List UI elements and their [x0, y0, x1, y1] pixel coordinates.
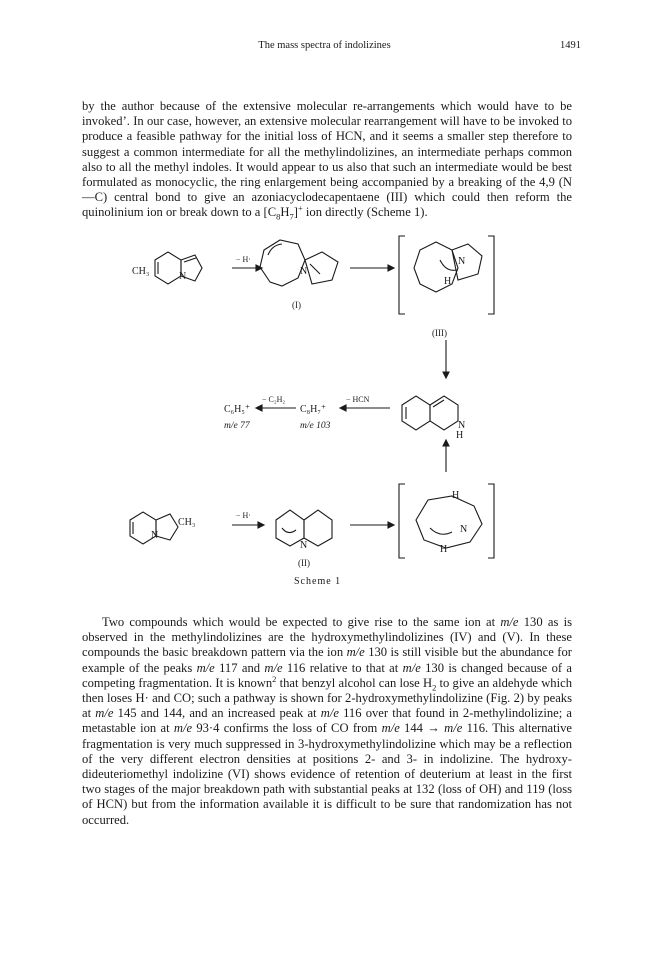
page-number: 1491: [560, 40, 581, 51]
h-label-bottom-lower: H: [440, 544, 448, 555]
minus-c2h2-label: − C₂H₂: [262, 395, 286, 404]
ion-c8h7-mz: m/e 103: [300, 421, 331, 431]
ch3-label-bottom: CH₃: [178, 517, 196, 528]
h-label-quinolinium: H: [456, 430, 464, 441]
label-II: (II): [298, 558, 310, 568]
n-label-bottom-left: N: [151, 530, 159, 541]
ion-c8h7: C₈H₇⁺: [300, 404, 327, 415]
paragraph-2: Two compounds which would be expected to give rise to the same ion at m/e 130 as is observed in the methylindolizines are the hydroxymethylindolizines (IV) and (V). In these compounds the basic breakdown pattern via the ion m/e 130 is still visible but the abundance for example of the peaks m/e 117 and m/e 116 relative to that at m/e 130 is changed because of a competing fragmentation. It is known$^2$ that benzyl alcohol can lose $H_2$ to give an aldehyde which then loses H· and CO; such a pathway is shown for 2-hydroxymethylindolizine (Fig. 2) by peaks at m/e 145 and 144, and an increased peak at m/e 116 over that found in 2-methylindolizine; a metastable ion at m/e 93·4 confirms the loss of CO from m/e 144 → m/e 116. This alternative fragmentation is very much suppressed in 3-hydroxymethylindolizine which may be a reflection of the very different electron densities at positions 2- and 3- in indolizine. The hydroxy-dideuteriomethyl indolizine (VI) shows evidence of retention of deuterium at least in the first two stages of the major breakdown path with substantial peaks at 132 (loss of OH) and 119 (loss of HCN) but from the information available it is difficult to be sure that randomization has not occurred.: [82, 615, 573, 827]
ion-c6h5: C₆H₅⁺: [224, 404, 251, 415]
structure-III: [399, 236, 494, 314]
label-I: (I): [292, 300, 301, 310]
scheme-caption: Scheme 1: [294, 576, 342, 587]
n-label-II: N: [300, 540, 308, 551]
n-label-top: N: [179, 271, 187, 282]
running-title: The mass spectra of indolizines: [258, 40, 391, 51]
ch3-label-top: CH₃: [132, 266, 150, 277]
label-III: (III): [432, 328, 447, 338]
n-label-III: N: [458, 256, 466, 267]
h-label-bottom-top: H: [452, 490, 460, 501]
paragraph-1: by the author because of the extensive molecular re-arrangements which would have to be invoked’. In our case, however, an extensive molecular rearrangement will have to be invoked to produce a feasible pathway for the initial loss of HCN, and it seems a smaller step therefore to suggest a common intermediate for all the methylindolizines, an intermediate perhaps common also to all the methyl indoles. It would appear to us also that such an intermediate would be best formulated as monocyclic, the ring enlargement being accompanied by a breaking of the 4,9 (N—C) central bond to give an azoniacyclodecapentaene (III) which could then reform the quinolinium ion or break down to a $[C_8H_7]^+$ ion directly (Scheme 1).: [82, 99, 572, 222]
ion-c6h5-mz: m/e 77: [224, 421, 250, 431]
h-label-III: H: [444, 276, 452, 287]
n-label-quinolinium: N: [458, 420, 466, 431]
minus-h-label-top: − H·: [236, 255, 251, 264]
structure-I: [260, 240, 338, 286]
n-label-bottom-bracket: N: [460, 524, 468, 535]
n-label-I: N: [300, 266, 308, 277]
minus-hcn-label: − HCN: [346, 395, 370, 404]
minus-h-label-bottom: − H·: [236, 511, 251, 520]
quinolinium-structure: [402, 396, 458, 430]
